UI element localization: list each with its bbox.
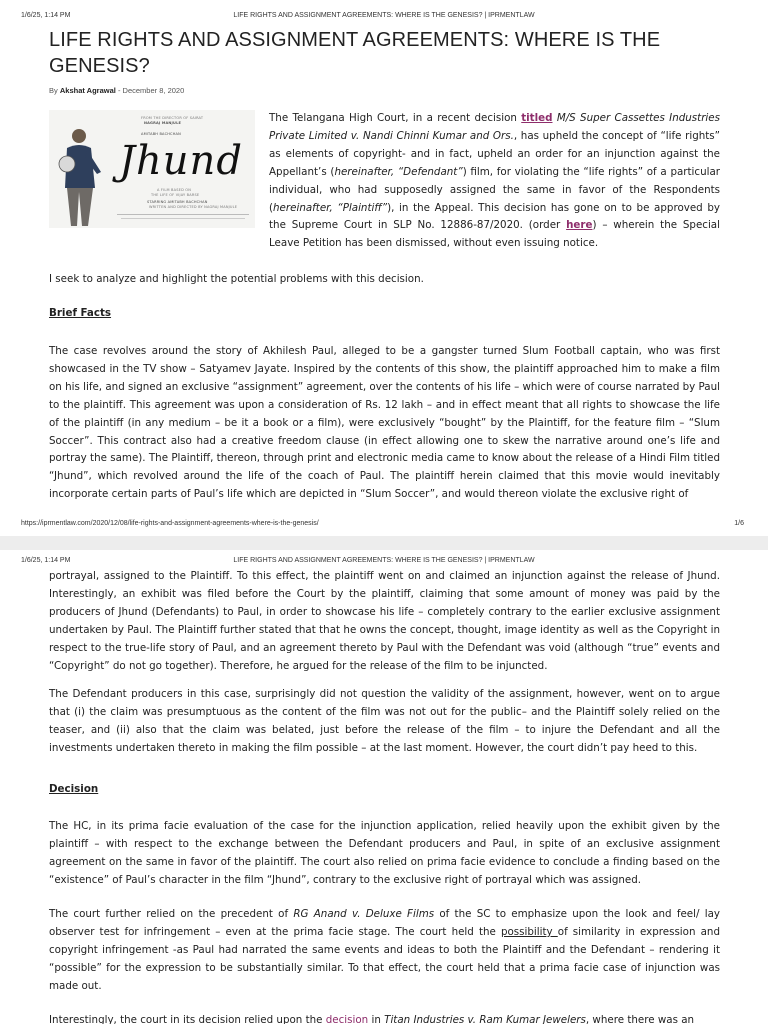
hereinafter-plaintiff: hereinafter, “Plaintiff” bbox=[273, 201, 388, 214]
paragraph-analyze: I seek to analyze and highlight the potential problems with this decision. bbox=[49, 273, 424, 285]
paragraph-decision: The HC, in its prima facie evaluation of the case for the injunction application, relied heavily upon the exhibit given by the plaintiff – with respect to the exchange between the Defendant producers and Paul, in spite of an exclusive assignment agreement on the same in favor of the plaintiff. The court also relied on prima facie evidence to conclude a finding based on the “existence” of Paul’s character in the film “Jhund”, contrary to the exclusive right of portrayal which was assigned. bbox=[49, 820, 720, 886]
heading-decision: Decision bbox=[49, 783, 99, 795]
poster-credits: WRITTEN AND DIRECTED BY NAGRAJ MANJULE bbox=[149, 205, 238, 209]
poster-title: Jhund bbox=[119, 138, 243, 184]
paragraph-defendant: The Defendant producers in this case, surprisingly did not question the validity of the assignment, however, went on to argue that (i) the claim was presumptuous as the content of the film was not out for the public– and the Plaintiff solely relied on the teaser, and (ii) also that the claim was belated, just before the release of the film – to injure the Defendant and all the investments undertaken thereto in making the film possible – at the last moment. However, the court didn’t pay heed to this. bbox=[49, 688, 720, 754]
hereinafter-defendant: hereinafter, “Defendant” bbox=[334, 165, 463, 178]
case-rg-anand: RG Anand v. Deluxe Films bbox=[293, 908, 435, 920]
intro-rest-1: , has upheld the concept of “life rights” as elements of copyright- and in fact, upheld an order for an injunction against the Appellant’s ( bbox=[269, 129, 721, 178]
intro-rest-2: ) film, for violating the “life rights” of a particular individual, who had supposedly assigned the same in favor of the Respondents ( bbox=[269, 165, 721, 214]
print-header-title-2: LIFE RIGHTS AND ASSIGNMENT AGREEMENTS: WHERE IS THE GENESIS? | IPRMENTLAW bbox=[233, 557, 535, 564]
poster-sub3: STARRING AMITABH BACHCHAN bbox=[147, 200, 208, 204]
possibility-underlined: possibility bbox=[500, 925, 558, 938]
poster-figure-illustration bbox=[53, 118, 115, 228]
case-titan: Titan Industries v. Ram Kumar Jewelers bbox=[384, 1014, 586, 1024]
intro-rest-4: ) – wherein the Special Leave Petition has been dismissed, without even issuing notice. bbox=[269, 219, 720, 250]
paragraph-brief-facts-continued: portrayal, assigned to the Plaintiff. To this effect, the plaintiff went on and claimed an injunction against the release of Jhund. Interestingly, an exhibit was filed before the Court by the plaintiff, claiming that some amount of money was paid by the producers of Jhund (Defendants) to Paul, in order to showcase his life – completely contrary to the earlier exclusive assignment undertaken by Paul. The Plaintiff further stated that that he owns the concept, thought, image identity as well as the Copyright in respect to the true-life story of Paul, and an agreement thereto by Paul with the Defendant was void (although “true” events and “Copyright” do not go together). Therefore, he argued for the release of the film to be injuncted. bbox=[49, 570, 720, 672]
print-page-number: 1/6 bbox=[734, 520, 744, 527]
page-break bbox=[0, 536, 768, 550]
article-title: LIFE RIGHTS AND ASSIGNMENT AGREEMENTS: WHERE IS THE GENESIS? bbox=[49, 29, 661, 77]
byline-separator: - bbox=[117, 86, 121, 95]
titan-text-a: Interestingly, the court in its decision relied upon the bbox=[49, 1014, 326, 1024]
paragraph-brief-facts: The case revolves around the story of Akhilesh Paul, alleged to be a gangster turned Slum Football captain, who was first showcased in the TV show – Satyamev Jayate. Inspired by the contents of this show, the plaintiff approached him to make a film on his life, and signed an exclusive “assignment” agreement, over the contents of his life – which were of course narrated by Paul to the plaintiff. This agreement was upon a consideration of Rs. 12 lakh – and in effect meant that all rights to showcase the life of the plaintiff (in any medium – be it a book or a film), were exclusively “bought” by the Plaintiff, for the feature film – “Slum Soccer”. This contract also had a creative freedom clause (in effect allowing one to skew the narrative around one’s life and portray the same). The Plaintiff, thereon, through print and electronic media came to know about the release of a Hindi Film titled “Jhund”, which revolved around the life of the coach of Paul. The plaintiff herein claimed that this movie would inevitably incorporate certain parts of Paul’s life which are depicted in “Slum Soccer”, and would thereon violate the exclusive right of bbox=[49, 345, 720, 501]
heading-brief-facts: Brief Facts bbox=[49, 307, 112, 319]
byline bbox=[49, 86, 184, 95]
print-date-2: 1/6/25, 1:14 PM bbox=[21, 557, 71, 564]
print-page-2 bbox=[0, 550, 768, 1024]
paragraph-precedent bbox=[49, 906, 720, 996]
jhund-poster-image bbox=[49, 110, 255, 228]
poster-credit-line bbox=[117, 214, 249, 215]
poster-star: AMITABH BACHCHAN bbox=[141, 132, 181, 136]
author-name[interactable]: Akshat Agrawal bbox=[59, 86, 116, 95]
case-name: M/S Super Cassettes Industries Private Limited v. Nandi Chinni Kumar and Ors. bbox=[269, 112, 720, 142]
intro-rest-3: ), in the Appeal. This decision has gone on to be approved by the Supreme Court in SLP No. 12886-87/2020. (order bbox=[269, 201, 720, 232]
paragraph-titan bbox=[49, 1012, 720, 1024]
byline-by: By bbox=[49, 86, 58, 95]
precedent-text-c: of similarity in expression and copyright infringement -as Paul had narrated the same events and ideas to both the Plaintiff and the Defendant – rendering it “possible” for the expression to be substantially similar. To that effect, the court held that a prima facie case of injunction was made out. bbox=[49, 925, 720, 992]
titan-text-c: , where there was an bbox=[585, 1014, 695, 1024]
precedent-text-a: The court further relied on the precedent of bbox=[49, 908, 294, 920]
decision-link[interactable]: decision bbox=[325, 1014, 369, 1024]
poster-credit-line-2 bbox=[121, 218, 245, 219]
poster-top-text: FROM THE DIRECTOR OF SAIRAT bbox=[141, 116, 204, 120]
precedent-text-b: of the SC to emphasize upon the look and feel/ lay observer test for infringement – even at the prima facie stage. The court held the bbox=[49, 908, 720, 938]
intro-text: The Telangana High Court, in a recent decision bbox=[269, 112, 517, 124]
poster-director: NAGRAJ MANJULE bbox=[144, 121, 182, 125]
here-link[interactable]: here bbox=[566, 219, 593, 232]
print-date: 1/6/25, 1:14 PM bbox=[21, 12, 71, 19]
poster-sub1: A FILM BASED ON bbox=[157, 188, 192, 192]
publish-date: December 8, 2020 bbox=[122, 86, 185, 95]
poster-sub2: THE LIFE OF VIJAY BARSE bbox=[151, 193, 200, 197]
print-header-title: LIFE RIGHTS AND ASSIGNMENT AGREEMENTS: WHERE IS THE GENESIS? | IPRMENTLAW bbox=[233, 12, 535, 19]
paragraph-intro bbox=[269, 110, 720, 253]
titled-link[interactable]: titled bbox=[521, 112, 553, 124]
print-footer-url: https://iprmentlaw.com/2020/12/08/life-rights-and-assignment-agreements-where-is-the-genesis/ bbox=[21, 520, 319, 527]
titan-text-b: in bbox=[368, 1014, 385, 1024]
